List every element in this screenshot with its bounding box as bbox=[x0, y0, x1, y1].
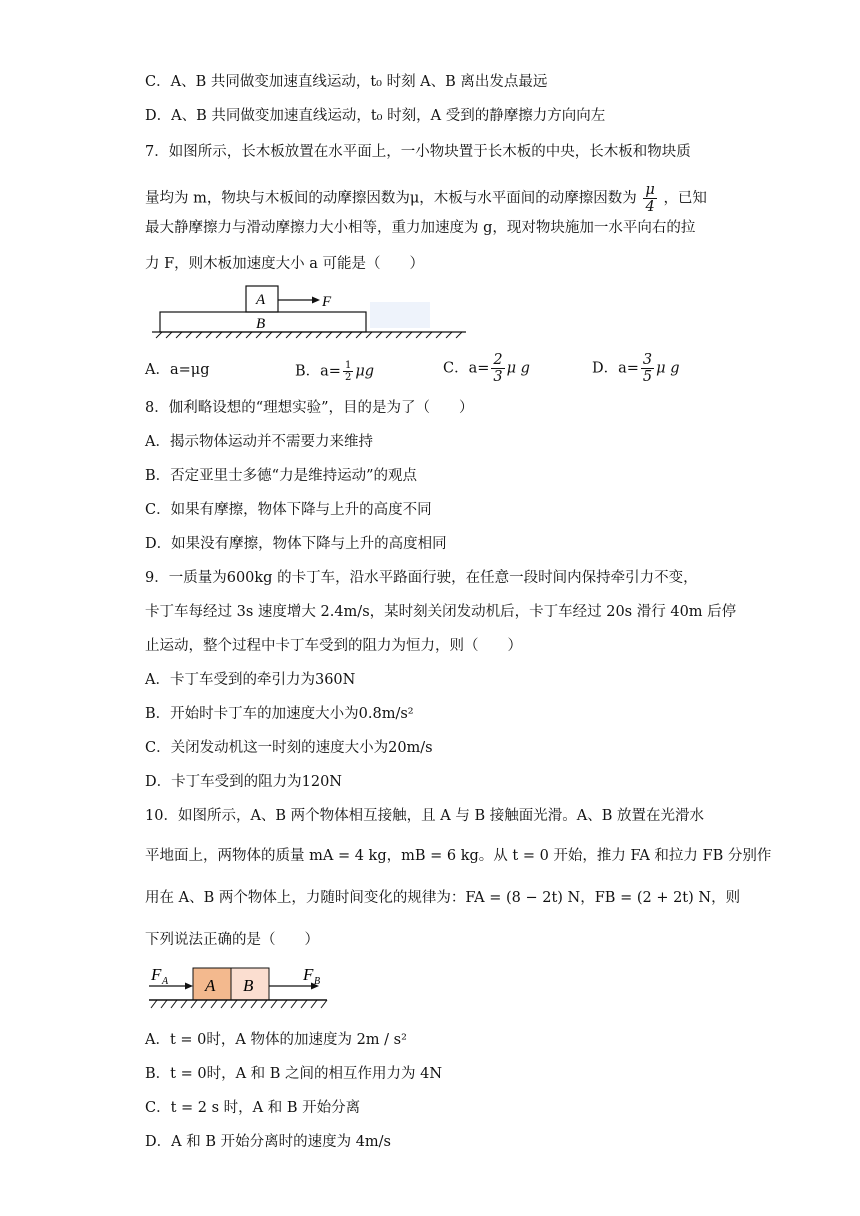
frac-num: 3 bbox=[642, 352, 653, 368]
arrow-head bbox=[312, 297, 320, 304]
q9-option-d: D．卡丁车受到的阻力为120N bbox=[145, 774, 342, 790]
q7-option-d-prefix: D．a= bbox=[592, 360, 639, 377]
q7-frac-num: μ bbox=[645, 182, 655, 198]
q7-text: 量均为 m，物块与木板间的动摩擦因数为μ，木板与水平面间的动摩擦因数为 bbox=[145, 190, 637, 207]
block-a-label: A bbox=[205, 976, 216, 995]
block-b-label: B bbox=[243, 976, 254, 995]
q7-option-c-suffix: μ g bbox=[506, 360, 530, 377]
block-a-label: A bbox=[256, 292, 266, 308]
figure-block-on-board bbox=[150, 280, 470, 340]
q9-option-a: A．卡丁车受到的牵引力为360N bbox=[145, 672, 356, 688]
question-10-line: 10．如图所示，A、B 两个物体相互接触，且 A 与 B 接触面光滑。A、B 放置在光滑水 bbox=[145, 808, 704, 824]
q7-option-b bbox=[295, 360, 374, 383]
q7-fraction bbox=[643, 182, 656, 215]
q7-option-b-fraction bbox=[343, 360, 353, 383]
frac-num: 1 bbox=[344, 360, 352, 371]
q7-option-c-prefix: C．a= bbox=[443, 360, 490, 377]
option-line: D．A、B 共同做变加速直线运动，t₀ 时刻，A 受到的静摩擦力方向向左 bbox=[145, 108, 606, 124]
frac-den: 2 bbox=[344, 372, 352, 383]
q8-option-c: C．如果有摩擦，物体下降与上升的高度不同 bbox=[145, 502, 432, 518]
question-7-line bbox=[145, 182, 707, 215]
q7-option-b-suffix: μg bbox=[355, 363, 375, 380]
q7-option-b-prefix: B．a= bbox=[295, 363, 341, 380]
q8-option-d: D．如果没有摩擦，物体下降与上升的高度相同 bbox=[145, 536, 447, 552]
ground-hatch bbox=[151, 1000, 327, 1008]
q7-option-c bbox=[443, 352, 530, 385]
force-a-sub: A bbox=[162, 976, 169, 987]
force-b-label: F bbox=[303, 965, 314, 984]
q9-option-b: B．开始时卡丁车的加速度大小为0.8m/s² bbox=[145, 706, 414, 722]
q7-text-tail: ，已知 bbox=[663, 190, 707, 207]
q10-option-d: D．A 和 B 开始分离时的速度为 4m/s bbox=[145, 1134, 391, 1150]
question-7-line: 7．如图所示，长木板放置在水平面上，一小物块置于长木板的中央，长木板和物块质 bbox=[145, 144, 691, 160]
option-line: C．A、B 共同做变加速直线运动，t₀ 时刻 A、B 离出发点最远 bbox=[145, 74, 548, 90]
q7-option-a: A．a=μg bbox=[145, 362, 210, 378]
figure-two-blocks bbox=[145, 958, 345, 1018]
frac-den: 3 bbox=[493, 369, 503, 385]
arrow-head bbox=[185, 983, 193, 990]
question-8-stem: 8．伽利略设想的“理想实验”，目的是为了（ ） bbox=[145, 400, 474, 416]
question-10-line: 用在 A、B 两个物体上，力随时间变化的规律为：FA = (8 − 2t) N，FB = (2 + 2t) N，则 bbox=[145, 890, 741, 906]
q9-option-c: C．关闭发动机这一时刻的速度大小为20m/s bbox=[145, 740, 433, 756]
q10-option-b: B．t = 0时，A 和 B 之间的相互作用力为 4N bbox=[145, 1066, 443, 1082]
q10-option-a: A．t = 0时，A 物体的加速度为 2m / s² bbox=[145, 1032, 407, 1048]
force-a-label: F bbox=[151, 965, 162, 984]
question-10-line: 平地面上，两物体的质量 mA = 4 kg，mB = 6 kg。从 t = 0 开始，推力 FA 和拉力 FB 分别作 bbox=[145, 848, 772, 864]
force-b-sub: B bbox=[314, 976, 321, 987]
q8-option-a: A．揭示物体运动并不需要力来维持 bbox=[145, 434, 373, 450]
ground-hatch bbox=[156, 332, 462, 338]
question-10-line: 下列说法正确的是（ ） bbox=[145, 932, 319, 948]
question-7-line: 最大静摩擦力与滑动摩擦力大小相等，重力加速度为 g，现对物块施加一水平向右的拉 bbox=[145, 220, 696, 236]
frac-den: 5 bbox=[642, 369, 653, 385]
question-9-line: 止运动，整个过程中卡丁车受到的阻力为恒力，则（ ） bbox=[145, 638, 522, 654]
q7-option-d-fraction bbox=[641, 352, 654, 385]
q7-option-d bbox=[592, 352, 679, 385]
question-9-line: 9．一质量为600kg 的卡丁车，沿水平路面行驶，在任意一段时间内保持牵引力不变， bbox=[145, 570, 698, 586]
q7-frac-den: 4 bbox=[645, 199, 655, 215]
figure-shade bbox=[370, 302, 430, 328]
board-b-label: B bbox=[256, 316, 266, 332]
q8-option-b: B．否定亚里士多德“力是维持运动”的观点 bbox=[145, 468, 417, 484]
q10-option-c: C．t = 2 s 时，A 和 B 开始分离 bbox=[145, 1100, 361, 1116]
q7-option-c-fraction bbox=[491, 352, 504, 385]
q7-options bbox=[145, 352, 705, 392]
question-7-line: 力 F，则木板加速度大小 a 可能是（ ） bbox=[145, 256, 425, 272]
q7-option-d-suffix: μ g bbox=[656, 360, 680, 377]
frac-num: 2 bbox=[493, 352, 503, 368]
force-label: F bbox=[322, 294, 332, 310]
question-9-line: 卡丁车每经过 3s 速度增大 2.4m/s，某时刻关闭发动机后，卡丁车经过 20s 滑行 40m 后停 bbox=[145, 604, 737, 620]
